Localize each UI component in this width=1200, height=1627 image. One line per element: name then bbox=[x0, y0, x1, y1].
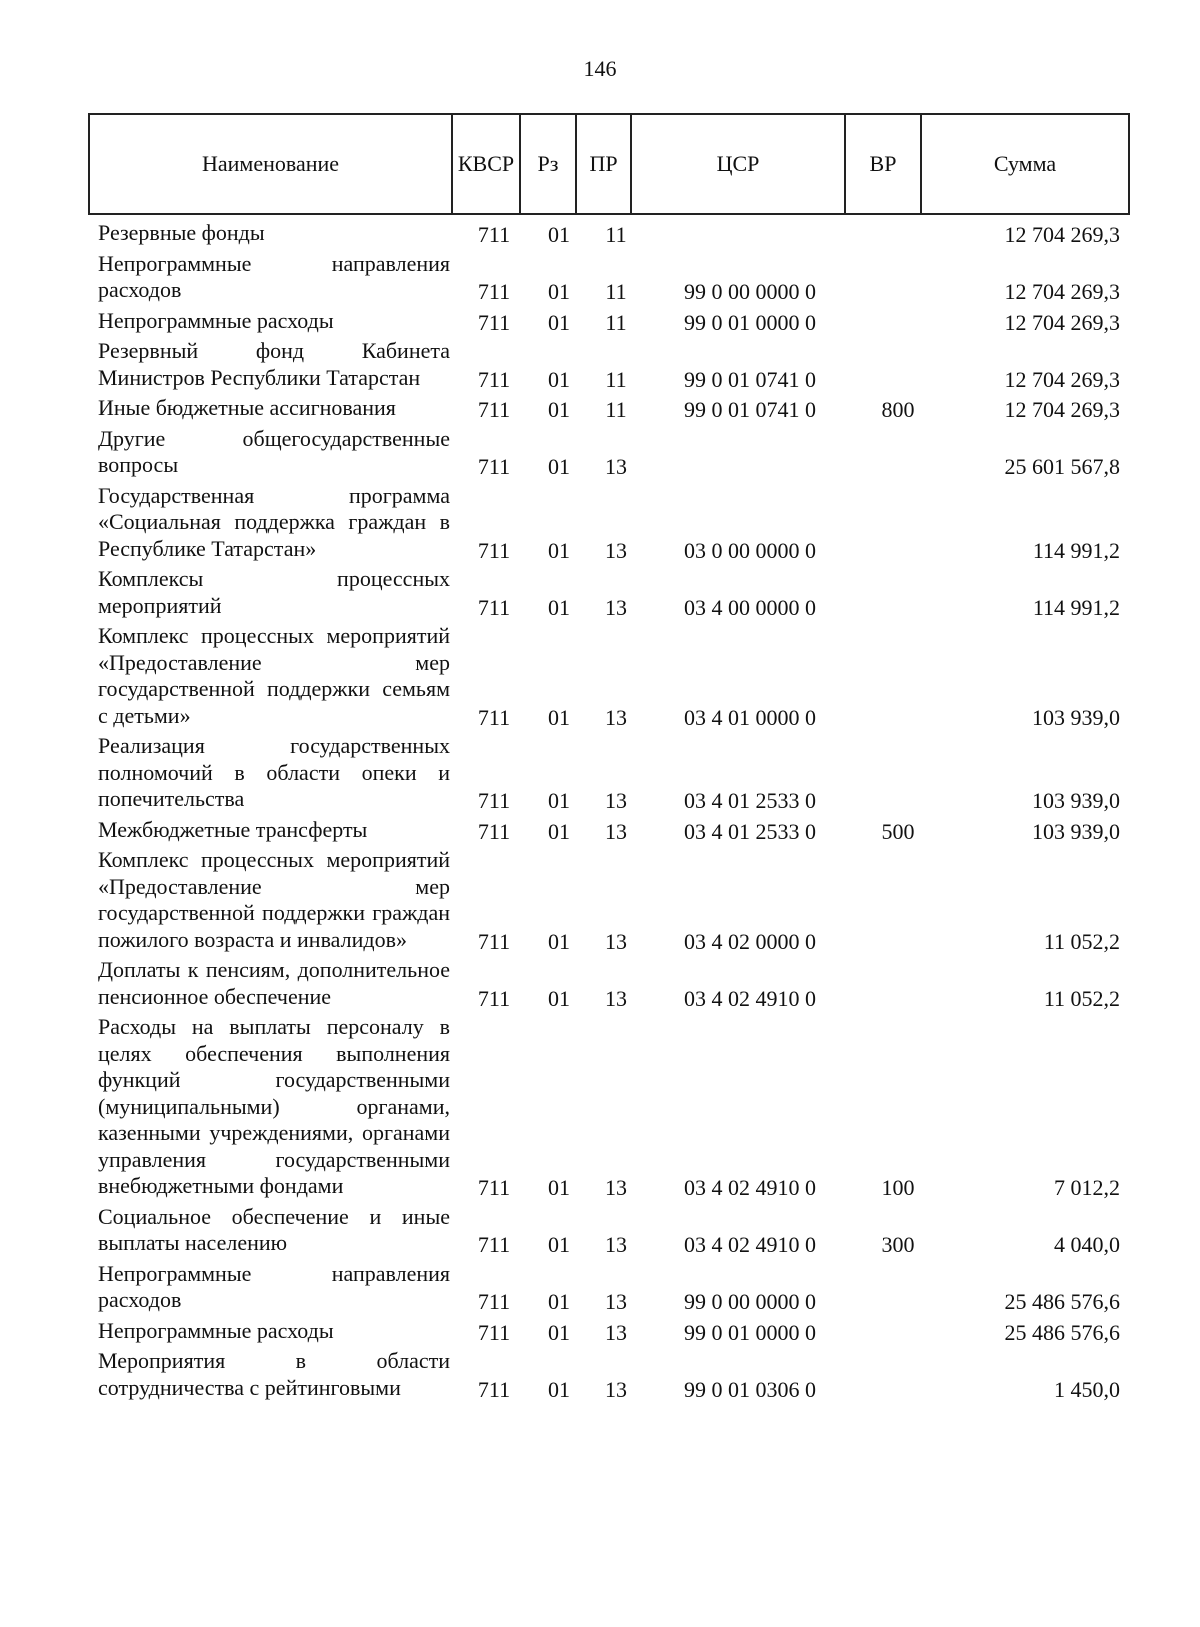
table-row bbox=[0, 564, 1200, 621]
row-name: Резервный фонд Кабинета Министров Республики Татарстан bbox=[98, 338, 450, 390]
row-rz: 01 bbox=[548, 1319, 570, 1345]
row-kvsr: 711 bbox=[477, 818, 511, 844]
row-pr: 13 bbox=[605, 594, 627, 620]
row-name: Непрограммные расходы bbox=[98, 307, 334, 333]
table-row bbox=[0, 393, 1200, 424]
header-csr: ЦСР bbox=[630, 115, 844, 213]
row-kvsr: 711 bbox=[477, 1319, 511, 1345]
row-kvsr: 711 bbox=[477, 1376, 511, 1402]
row-name: Межбюджетные трансферты bbox=[98, 816, 368, 842]
row-csr: 03 4 02 4910 0 bbox=[684, 1232, 816, 1257]
table-row bbox=[0, 1316, 1200, 1347]
row-sum: 114 991,2 bbox=[1032, 594, 1120, 620]
table-row bbox=[0, 1346, 1200, 1403]
row-rz: 01 bbox=[548, 222, 570, 247]
row-rz: 01 bbox=[548, 818, 570, 844]
table-row bbox=[0, 1012, 1200, 1202]
row-pr: 13 bbox=[605, 1376, 627, 1402]
table-header bbox=[88, 113, 1130, 215]
row-kvsr: 711 bbox=[477, 537, 511, 563]
row-csr: 03 4 01 0000 0 bbox=[684, 704, 816, 730]
row-sum: 103 939,0 bbox=[1032, 818, 1120, 844]
row-name: Мероприятия в области сотрудничества с рейтинговыми bbox=[98, 1348, 450, 1400]
row-rz: 01 bbox=[548, 1232, 570, 1257]
row-rz: 01 bbox=[548, 309, 570, 335]
row-pr: 13 bbox=[605, 788, 627, 813]
row-vr: 800 bbox=[881, 397, 915, 422]
row-csr: 99 0 01 0000 0 bbox=[684, 309, 816, 335]
row-sum: 4 040,0 bbox=[1054, 1232, 1120, 1257]
row-sum: 12 704 269,3 bbox=[1004, 397, 1120, 422]
row-sum: 12 704 269,3 bbox=[1004, 222, 1120, 247]
row-kvsr: 711 bbox=[477, 985, 511, 1011]
row-kvsr: 711 bbox=[477, 1232, 511, 1257]
row-kvsr: 711 bbox=[477, 704, 511, 730]
row-csr: 03 0 00 0000 0 bbox=[684, 537, 816, 563]
row-kvsr: 711 bbox=[477, 309, 511, 335]
row-sum: 11 052,2 bbox=[1043, 928, 1120, 954]
row-name: Реализация государственных полномочий в области опеки и попечительства bbox=[98, 733, 450, 811]
row-name: Непрограммные расходы bbox=[98, 1317, 334, 1343]
row-csr: 99 0 00 0000 0 bbox=[684, 279, 816, 304]
row-kvsr: 711 bbox=[477, 279, 511, 304]
row-name: Доплаты к пенсиям, дополнительное пенсионное обеспечение bbox=[98, 957, 450, 1009]
row-pr: 11 bbox=[605, 366, 627, 392]
row-sum: 25 486 576,6 bbox=[1004, 1319, 1120, 1345]
row-pr: 13 bbox=[605, 1175, 627, 1200]
row-csr: 99 0 01 0000 0 bbox=[684, 1319, 816, 1345]
table-row bbox=[0, 1259, 1200, 1316]
table-row bbox=[0, 249, 1200, 306]
header-name: Наименование bbox=[201, 151, 340, 176]
table-row bbox=[0, 336, 1200, 393]
row-csr: 03 4 02 4910 0 bbox=[684, 985, 816, 1011]
row-name: Расходы на выплаты персоналу в целях обеспечения выполнения функций государственными (муниципальными) органами, казенными учреждениями, органами управления государственными внебюджетными фондами bbox=[98, 1014, 450, 1198]
row-rz: 01 bbox=[548, 279, 570, 304]
row-csr: 99 0 01 0306 0 bbox=[684, 1376, 816, 1402]
table-row bbox=[0, 424, 1200, 481]
row-csr: 03 4 02 4910 0 bbox=[684, 1175, 816, 1200]
row-kvsr: 711 bbox=[477, 1289, 511, 1314]
row-csr: 03 4 01 2533 0 bbox=[684, 818, 816, 844]
row-rz: 01 bbox=[548, 704, 570, 730]
row-sum: 103 939,0 bbox=[1032, 704, 1120, 730]
row-rz: 01 bbox=[548, 1175, 570, 1200]
row-rz: 01 bbox=[548, 928, 570, 954]
row-kvsr: 711 bbox=[477, 454, 511, 479]
row-sum: 7 012,2 bbox=[1054, 1175, 1120, 1200]
row-kvsr: 711 bbox=[477, 788, 511, 813]
row-kvsr: 711 bbox=[477, 366, 511, 392]
row-sum: 25 601 567,8 bbox=[1004, 454, 1120, 479]
row-rz: 01 bbox=[548, 1376, 570, 1402]
row-kvsr: 711 bbox=[477, 397, 511, 422]
row-rz: 01 bbox=[548, 454, 570, 479]
row-sum: 12 704 269,3 bbox=[1004, 279, 1120, 304]
table-row bbox=[0, 218, 1200, 249]
table-row bbox=[0, 1202, 1200, 1259]
row-vr: 300 bbox=[881, 1232, 915, 1257]
row-rz: 01 bbox=[548, 537, 570, 563]
row-pr: 13 bbox=[605, 1232, 627, 1257]
table-row bbox=[0, 815, 1200, 846]
row-name: Социальное обеспечение и иные выплаты населению bbox=[98, 1203, 450, 1255]
row-pr: 11 bbox=[605, 309, 627, 335]
table-row bbox=[0, 845, 1200, 955]
table-row bbox=[0, 481, 1200, 565]
row-csr: 99 0 01 0741 0 bbox=[684, 366, 816, 392]
row-name: Другие общегосударственные вопросы bbox=[98, 425, 450, 477]
row-csr: 03 4 01 2533 0 bbox=[684, 788, 816, 813]
row-kvsr: 711 bbox=[477, 1175, 511, 1200]
row-csr: 99 0 01 0741 0 bbox=[684, 397, 816, 422]
row-name: Комплекс процессных мероприятий «Предоставление мер государственной поддержки семьям с детьми» bbox=[98, 623, 450, 728]
row-name: Государственная программа «Социальная поддержка граждан в Республике Татарстан» bbox=[98, 482, 450, 561]
row-pr: 13 bbox=[605, 818, 627, 844]
row-pr: 13 bbox=[605, 928, 627, 954]
row-name: Непрограммные направления расходов bbox=[98, 250, 450, 302]
row-rz: 01 bbox=[548, 788, 570, 813]
row-csr: 99 0 00 0000 0 bbox=[684, 1289, 816, 1314]
row-rz: 01 bbox=[548, 366, 570, 392]
row-sum: 12 704 269,3 bbox=[1004, 309, 1120, 335]
row-name: Иные бюджетные ассигнования bbox=[98, 395, 396, 420]
row-name: Комплексы процессных мероприятий bbox=[98, 566, 450, 618]
row-pr: 13 bbox=[605, 1289, 627, 1314]
table-row bbox=[0, 731, 1200, 815]
row-pr: 11 bbox=[605, 397, 627, 422]
row-sum: 12 704 269,3 bbox=[1004, 366, 1120, 392]
row-kvsr: 711 bbox=[477, 222, 511, 247]
row-rz: 01 bbox=[548, 397, 570, 422]
header-rz: Рз bbox=[519, 115, 575, 213]
row-csr: 03 4 02 0000 0 bbox=[684, 928, 816, 954]
row-vr: 100 bbox=[881, 1175, 915, 1200]
row-sum: 11 052,2 bbox=[1043, 985, 1120, 1011]
row-vr: 500 bbox=[881, 818, 915, 844]
row-sum: 114 991,2 bbox=[1032, 537, 1120, 563]
header-pr: ПР bbox=[575, 115, 630, 213]
row-sum: 25 486 576,6 bbox=[1004, 1289, 1120, 1314]
table-row bbox=[0, 621, 1200, 731]
row-sum: 103 939,0 bbox=[1032, 788, 1120, 813]
row-sum: 1 450,0 bbox=[1054, 1376, 1120, 1402]
row-kvsr: 711 bbox=[477, 594, 511, 620]
row-pr: 13 bbox=[605, 537, 627, 563]
header-sum: Сумма bbox=[920, 115, 1128, 213]
row-name: Непрограммные направления расходов bbox=[98, 1260, 450, 1312]
row-pr: 13 bbox=[605, 985, 627, 1011]
row-pr: 13 bbox=[605, 704, 627, 730]
row-name: Резервные фонды bbox=[98, 220, 265, 245]
row-pr: 11 bbox=[605, 222, 627, 247]
page-number: 146 bbox=[583, 56, 617, 81]
header-kvsr: КВСР bbox=[451, 115, 519, 213]
table-row bbox=[0, 955, 1200, 1012]
row-rz: 01 bbox=[548, 594, 570, 620]
table-row bbox=[0, 306, 1200, 337]
header-vr: ВР bbox=[844, 115, 920, 213]
table-body bbox=[0, 218, 1200, 1403]
row-rz: 01 bbox=[548, 985, 570, 1011]
row-name: Комплекс процессных мероприятий «Предоставление мер государственной поддержки граждан пожилого возраста и инвалидов» bbox=[98, 847, 450, 952]
row-pr: 13 bbox=[605, 454, 627, 479]
row-pr: 13 bbox=[605, 1319, 627, 1345]
row-kvsr: 711 bbox=[477, 928, 511, 954]
row-csr: 03 4 00 0000 0 bbox=[684, 594, 816, 620]
row-pr: 11 bbox=[605, 279, 627, 304]
row-rz: 01 bbox=[548, 1289, 570, 1314]
